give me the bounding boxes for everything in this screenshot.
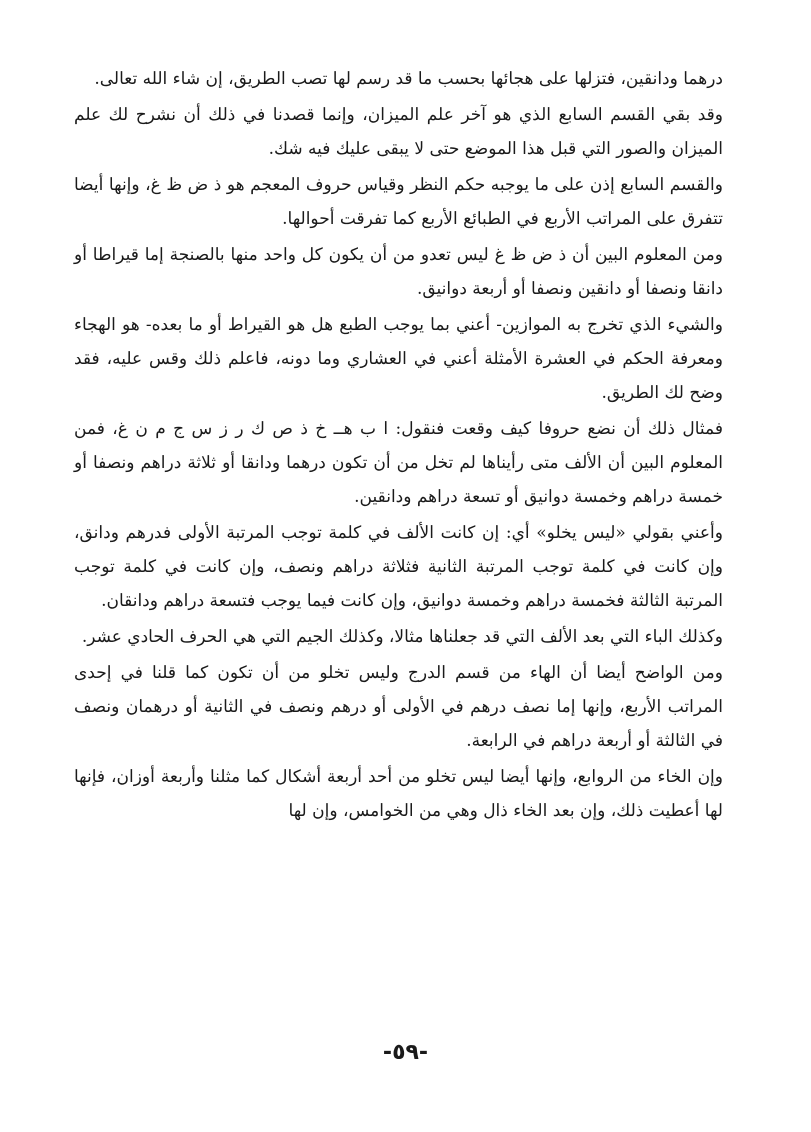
paragraph-2: وقد بقي القسم السابع الذي هو آخر علم الميزان، وإنما قصدنا في ذلك أن نشرح لك علم الميزان والصور التي قبل هذا الموضع حتى لا يبقى عليك فيه شك.: [74, 105, 723, 159]
paragraph-4: ومن المعلوم البين أن ذ ض ظ غ ليس تعدو من أن يكون كل واحد منها بالصنجة إما قيراطا أو دانقا ونصفا أو دانقين ونصفا أو أربعة دوانيق.: [74, 245, 723, 299]
paragraph-5: والشيء الذي تخرج به الموازين- أعني بما يوجب الطبع هل هو القيراط أو ما بعده- هو الهجاء ومعرفة الحكم في العشرة الأمثلة أعني في العشاري وما دونه، فاعلم ذلك وقس عليه، فقد وضح لك الطريق.: [74, 315, 723, 403]
paragraph-3: والقسم السابع إذن على ما يوجبه حكم النظر وقياس حروف المعجم هو ذ ض ظ غ، وإنها أيضا تتفرق على المراتب الأربع في الطبائع الأربع كما تفرقت أحوالها.: [74, 175, 723, 229]
document-body: [74, 62, 723, 830]
paragraph-8: وكذلك الباء التي بعد الألف التي قد جعلناها مثالا، وكذلك الجيم التي هي الحرف الحادي عشر.: [81, 627, 723, 647]
paragraph-9: ومن الواضح أيضا أن الهاء من قسم الدرج وليس تخلو من أن تكون كما قلنا في إحدى المراتب الأربع، وإنها إما نصف درهم في الأولى أو درهم ونصف في الثانية أو درهمان ونصف في الثالثة أو أربعة دراهم في الرابعة.: [74, 663, 723, 751]
paragraph-10: وإن الخاء من الروابع، وإنها أيضا ليس تخلو من أحد أربعة أشكال كما مثلنا وأربعة أوزان، فإنها لها أعطيت ذلك، وإن بعد الخاء ذال وهي من الخوامس، وإن لها: [74, 767, 723, 821]
page-number: -٥٩-: [382, 1040, 429, 1065]
paragraph-6: فمثال ذلك أن نضع حروفا كيف وقعت فنقول: ا ب هــ خ ذ ص ك ر ز س ج م ن غ، فمن المعلوم البين أن الألف متى رأيناها لم تخل من أن تكون درهما ودانقا أو ثلاثة دراهم ونصفا أو خمسة دراهم وخمسة دوانيق أو تسعة دراهم ودانقين.: [74, 419, 723, 507]
paragraph-1: درهما ودانقين، فتزلها على هجائها بحسب ما قد رسم لها تصب الطريق، إن شاء الله تعالى.: [94, 69, 723, 89]
paragraph-7: وأعني بقولي «ليس يخلو» أي: إن كانت الألف في كلمة توجب المرتبة الأولى فدرهم ودانق، وإن كانت في كلمة توجب المرتبة الثانية فثلاثة دراهم ونصف، وإن كانت في كلمة توجب المرتبة الثالثة فخمسة دراهم وخمسة دوانيق، وإن كانت فيما يوجب فتسعة دراهم ودانقان.: [74, 523, 723, 611]
